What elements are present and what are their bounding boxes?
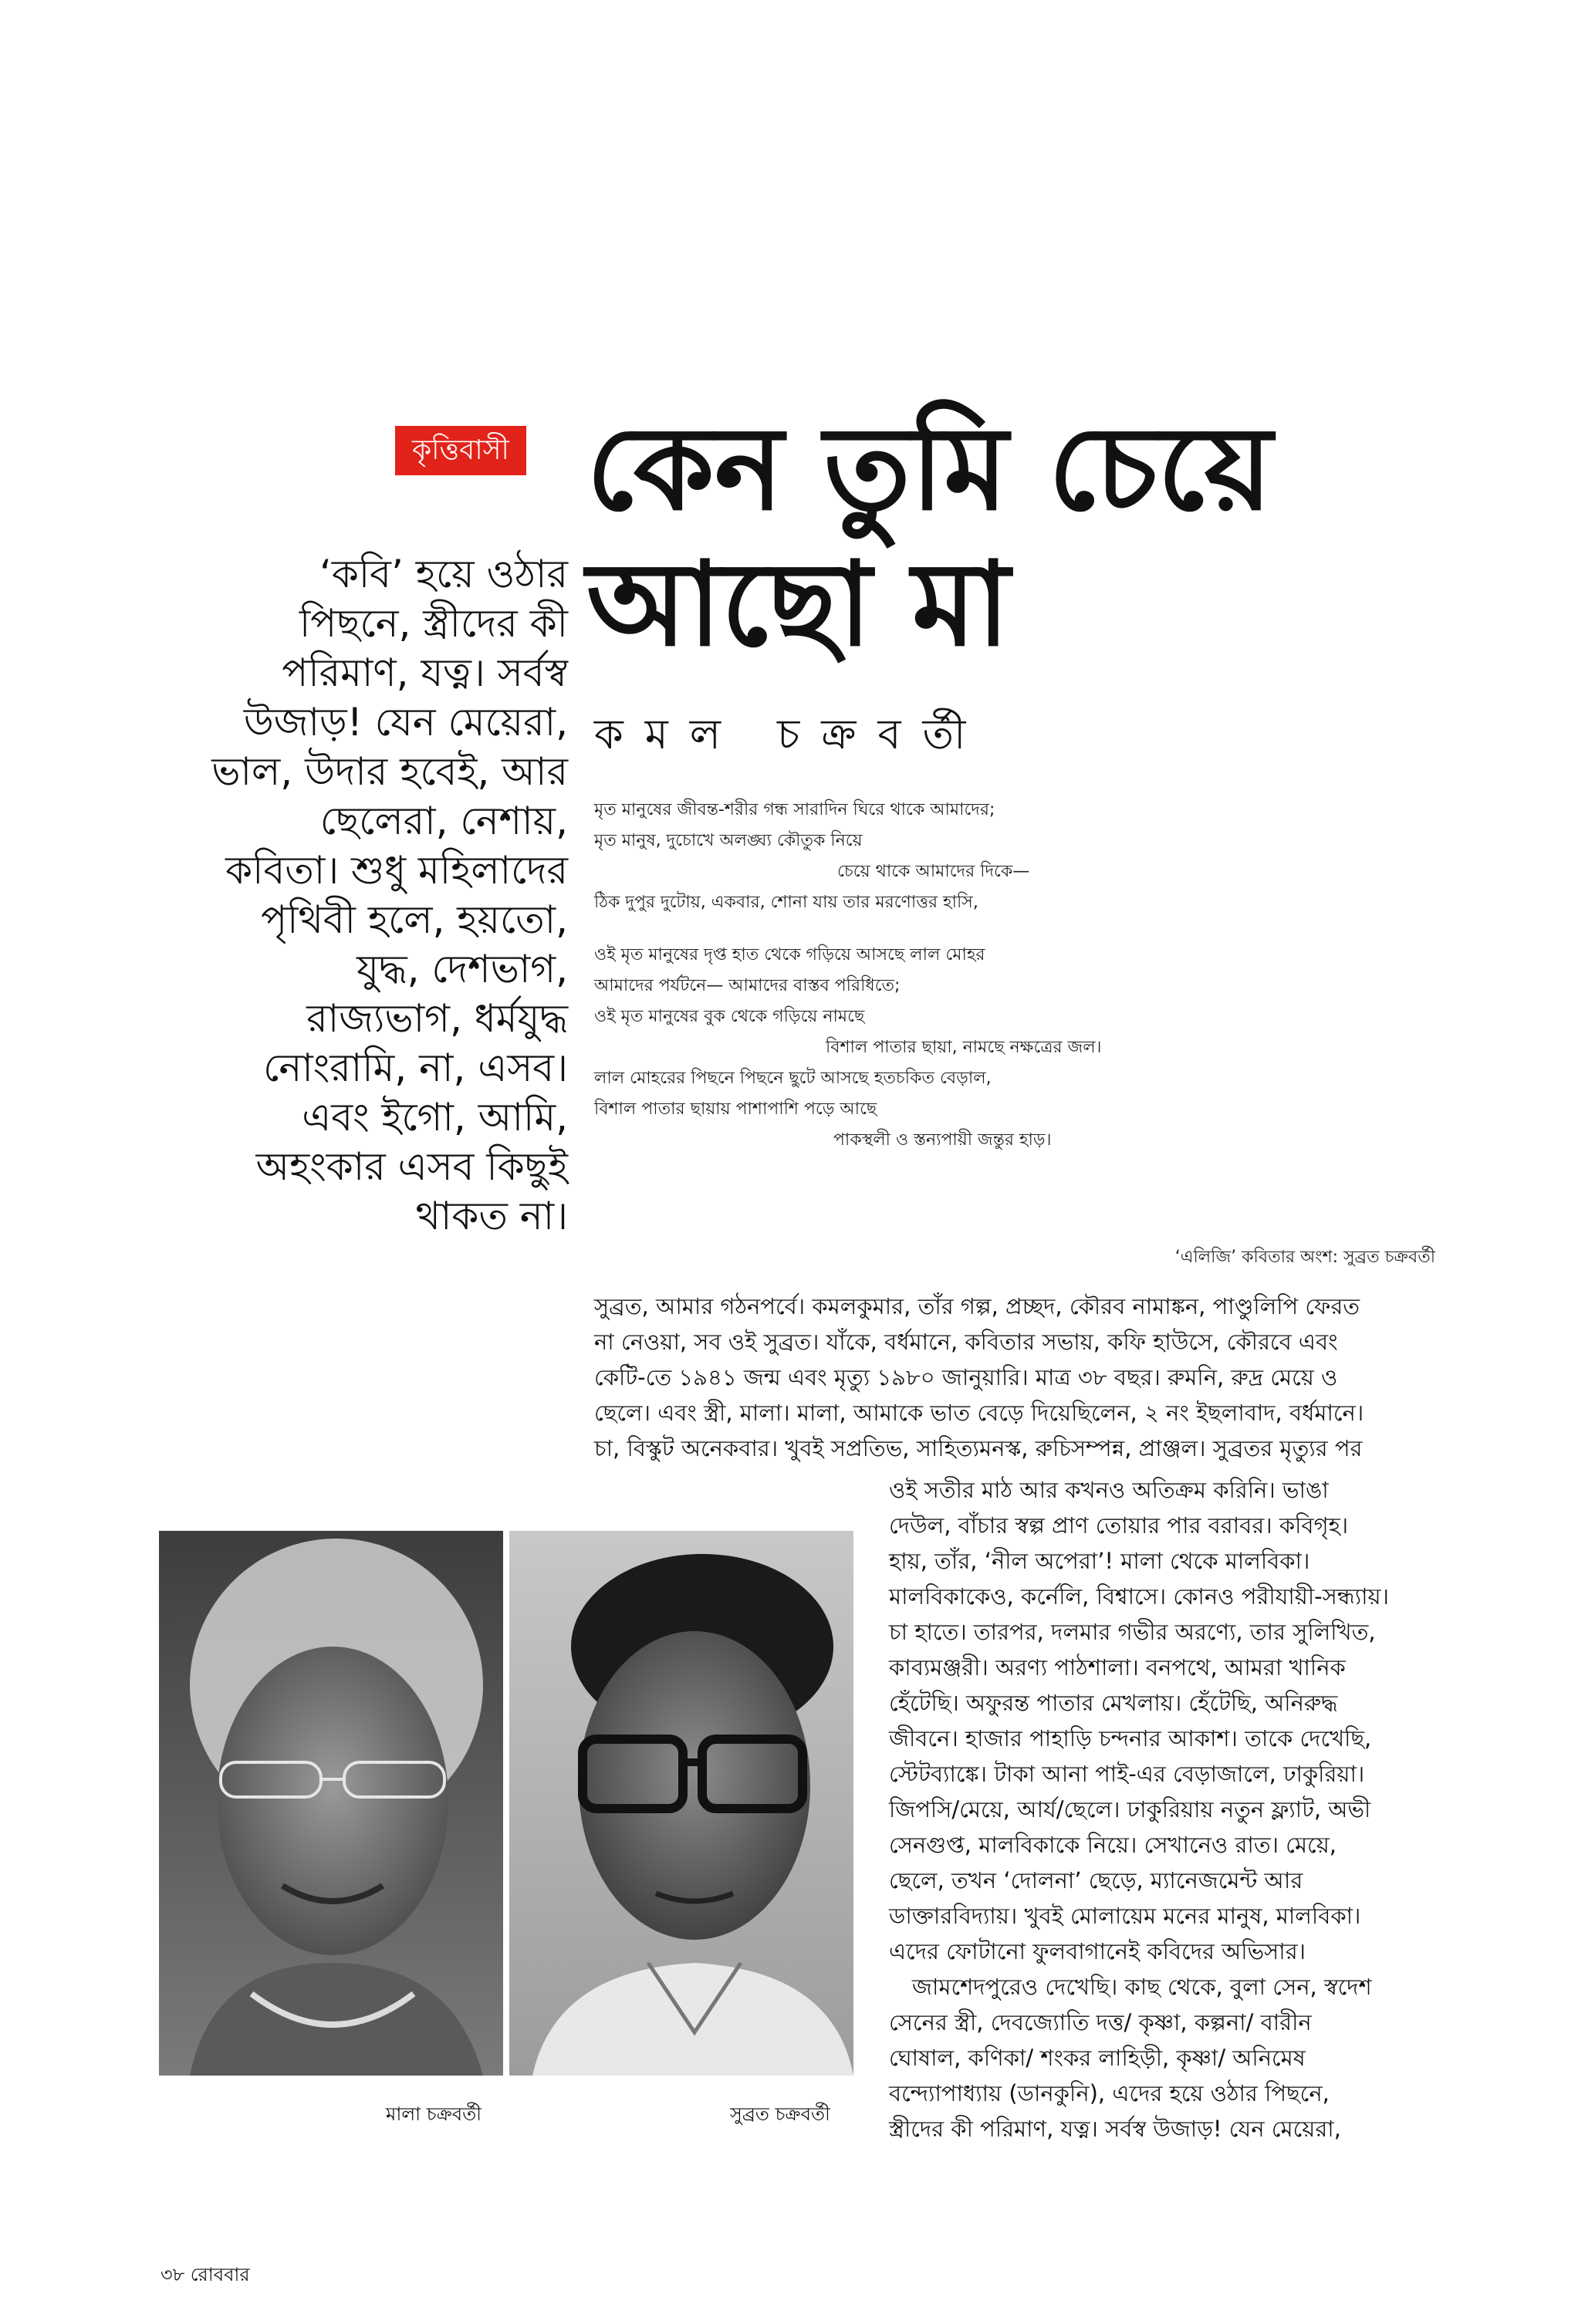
- pull-quote-line: কবিতা। শুধু মহিলাদের: [225, 848, 568, 893]
- poem-line: ওই মৃত মানুষের বুক থেকে গড়িয়ে নামছে: [594, 1007, 865, 1026]
- poem-line: লাল মোহরের পিছনে পিছনে ছুটে আসছে হতচকিত বেড়াল,: [594, 1069, 992, 1088]
- article-title: [586, 401, 1543, 673]
- body-line: ওই সতীর মাঠ আর কখনও অতিক্রম করিনি। ভাঙা: [889, 1477, 1329, 1503]
- poem-line: মৃত মানুষের জীবন্ত-শরীর গন্ধ সারাদিন ঘিরে থাকে আমাদের;: [594, 800, 995, 819]
- body-line: মালবিকাকেও, কর্নেলি, বিশ্বাসে। কোনও পরীযায়ী-সন্ধ্যায়।: [889, 1583, 1389, 1610]
- body-line: স্টেটব্যাঙ্কে। টাকা আনা পাই-এর বেড়াজালে, ঢাকুরিয়া।: [889, 1761, 1365, 1787]
- body-line: দেউল, বাঁচার স্বল্প প্রাণ তোয়ার পার বরাবর। কবিগৃহ।: [889, 1512, 1349, 1539]
- body-line: না নেওয়া, সব ওই সুব্রত। যাঁকে, বর্ধমানে, কবিতার সভায়, কফি হাউসে, কৌরবে এবং: [594, 1329, 1338, 1355]
- pull-quote-line: রাজ্যভাগ, ধর্মযুদ্ধ: [306, 996, 568, 1041]
- body-line: কেটি-তে ১৯৪১ জন্ম এবং মৃত্যু ১৯৮০ জানুয়ারি। মাত্র ৩৮ বছর। রুমনি, রুদ্র মেয়ে ও: [594, 1364, 1338, 1390]
- pull-quote-line: উজাড়! যেন মেয়েরা,: [243, 700, 568, 745]
- body-line: বন্দ্যোপাধ্যায় (ডানকুনি), এদের হয়ে ওঠার পিছনে,: [889, 2080, 1330, 2106]
- pull-quote-line: থাকত না।: [415, 1194, 568, 1238]
- body-line: সেনের স্ত্রী, দেবজ্যোতি দত্ত/ কৃষ্ণা, কল্পনা/ বারীন: [889, 2009, 1312, 2035]
- poem-line: বিশাল পাতার ছায়ায় পাশাপাশি পড়ে আছে: [594, 1100, 877, 1119]
- body-text-top: [594, 1289, 1443, 1466]
- title-line-2: আছো মা: [586, 538, 1010, 672]
- pull-quote-line: এবং ইগো, আমি,: [302, 1095, 568, 1140]
- poem-excerpt: [594, 795, 1443, 1156]
- poem-line: বিশাল পাতার ছায়া, নামছে নক্ষত্রের জল।: [826, 1038, 1102, 1057]
- poem-line: পাকস্থলী ও স্তন্যপায়ী জন্তুর হাড়।: [833, 1130, 1052, 1150]
- body-line: সেনগুপ্ত, মালবিকাকে নিয়ে। সেখানেও রাত। মেয়ে,: [889, 1832, 1337, 1858]
- poem-attribution: ‘এলিজি’ কবিতার অংশ: সুব্রত চক্রবর্তী: [1174, 1248, 1435, 1267]
- photo-subrata-chakraborty: [509, 1531, 853, 2076]
- pull-quote-line: পরিমাণ, যত্ন। সর্বস্ব: [282, 650, 568, 695]
- body-line: ডাক্তারবিদ্যায়। খুবই মোলায়েম মনের মানুষ, মালবিকা।: [889, 1903, 1361, 1929]
- body-line: চা হাতে। তারপর, দলমার গভীর অরণ্যে, তার সুলিখিত,: [889, 1619, 1376, 1645]
- pull-quote-line: পৃথিবী হলে, হয়তো,: [261, 897, 568, 942]
- stanza-gap: [594, 918, 1443, 940]
- pull-quote-line: ভাল, উদার হবেই, আর: [211, 749, 568, 794]
- poem-line: চেয়ে থাকে আমাদের দিকে—: [837, 862, 1030, 881]
- pull-quote-line: নোংরামি, না, এসব।: [263, 1045, 568, 1090]
- caption-right: সুব্রত চক্রবর্তী: [730, 2103, 830, 2125]
- body-line: হায়, তাঁর, ‘নীল অপেরা’! মালা থেকে মালবিকা।: [889, 1548, 1310, 1574]
- portrait-woman-image: [159, 1531, 503, 2076]
- photo-mala-chakraborty: [159, 1531, 503, 2076]
- body-line: সুব্রত, আমার গঠনপর্বে। কমলকুমার, তাঁর গল্প, প্রচ্ছদ, কৌরব নামাঙ্কন, পাণ্ডুলিপি ফেরত: [594, 1293, 1360, 1319]
- poem-line: ঠিক দুপুর দুটোয়, একবার, শোনা যায় তার মরণোত্তর হাসি,: [594, 893, 978, 912]
- body-line: জীবনে। হাজার পাহাড়ি চন্দনার আকাশ। তাকে দেখেছি,: [889, 1725, 1372, 1751]
- pull-quote-line: অহংকার এসব কিছুই: [255, 1144, 568, 1189]
- body-line: এদের ফোটানো ফুলবাগানেই কবিদের অভিসার।: [889, 1938, 1306, 1964]
- body-line: হেঁটেছি। অফুরন্ত পাতার মেখলায়। হেঁটেছি, অনিরুদ্ধ: [889, 1690, 1338, 1716]
- pull-quote-line: ‘কবি’ হয়ে ওঠার: [319, 552, 568, 596]
- section-tag: কৃত্তিবাসী: [395, 426, 526, 475]
- body-line: ছেলে, তখন ‘দোলনা’ ছেড়ে, ম্যানেজমেন্ট আর: [889, 1867, 1303, 1893]
- poem-line: আমাদের পর্যটনে— আমাদের বাস্তব পরিধিতে;: [594, 976, 901, 995]
- poem-line: ওই মৃত মানুষের দৃপ্ত হাত থেকে গড়িয়ে আসছে লাল মোহর: [594, 945, 985, 964]
- page-folio: ৩৮ রোববার: [161, 2264, 250, 2285]
- body-text-column: [889, 1472, 1443, 2147]
- poem-line: মৃত মানুষ, দুচোখে অলঙ্ঘ্য কৌতুক নিয়ে: [594, 831, 863, 850]
- body-line: ঘোষাল, কণিকা/ শংকর লাহিড়ী, কৃষ্ণা/ অনিমেষ: [889, 2045, 1306, 2071]
- caption-left: মালা চক্রবর্তী: [386, 2103, 482, 2125]
- body-line: চা, বিস্কুট অনেকবার। খুবই সপ্রতিভ, সাহিত্যমনস্ক, রুচিসম্পন্ন, প্রাঞ্জল। সুব্রতর মৃত্যুর পর: [594, 1435, 1363, 1461]
- body-line: স্ত্রীদের কী পরিমাণ, যত্ন। সর্বস্ব উজাড়! যেন মেয়েরা,: [889, 2116, 1341, 2142]
- pull-quote: [151, 549, 568, 1241]
- pull-quote-line: পিছনে, স্ত্রীদের কী: [299, 601, 568, 646]
- body-line: ছেলে। এবং স্ত্রী, মালা। মালা, আমাকে ভাত বেড়ে দিয়েছিলেন, ২ নং ইছলাবাদ, বর্ধমানে।: [594, 1400, 1364, 1426]
- portrait-man-image: [509, 1531, 853, 2076]
- pull-quote-line: ছেলেরা, নেশায়,: [319, 799, 568, 843]
- author-byline: কমল চক্রবর্তী: [594, 710, 988, 758]
- body-line: জিপসি/মেয়ে, আর্য/ছেলে। ঢাকুরিয়ায় নতুন ফ্ল্যাট, অভী: [889, 1796, 1371, 1822]
- title-line-1: কেন তুমি চেয়ে: [586, 402, 1272, 536]
- pull-quote-line: যুদ্ধ, দেশভাগ,: [357, 947, 568, 991]
- body-line: কাব্যমঞ্জরী। অরণ্য পাঠশালা। বনপথে, আমরা খানিক: [889, 1654, 1346, 1681]
- body-line: জামশেদপুরেও দেখেছি। কাছ থেকে, বুলা সেন, স্বদেশ: [912, 1974, 1372, 2000]
